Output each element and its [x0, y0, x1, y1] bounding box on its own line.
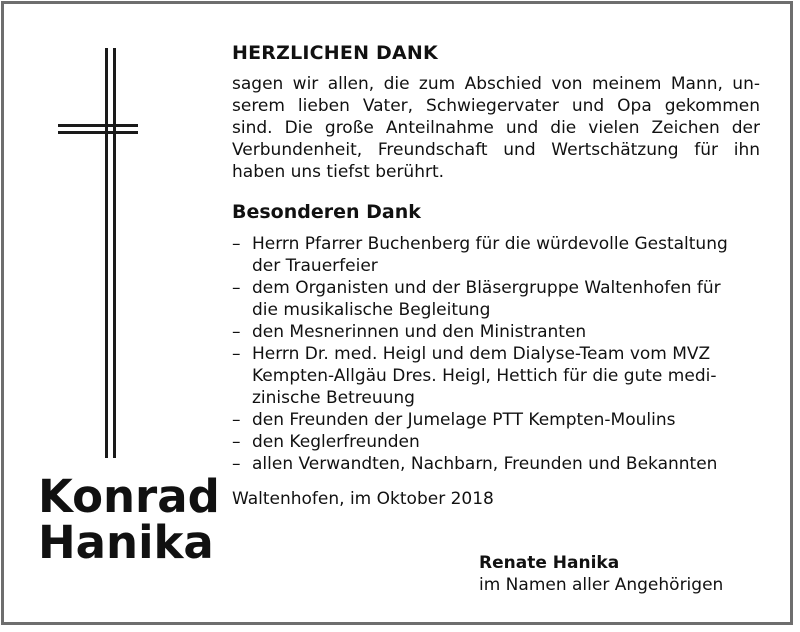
list-item	[232, 431, 760, 453]
notice-heading: HERZLICHEN DANK	[232, 42, 438, 64]
list-item	[232, 233, 760, 277]
list-item-line: allen Verwandten, Nachbarn, Freunden und Bekannten	[252, 454, 718, 474]
thanks-list	[232, 233, 760, 475]
place-date: Waltenhofen, im Oktober 2018	[232, 489, 494, 509]
notice-content	[232, 42, 760, 510]
signature-block	[479, 552, 723, 596]
list-item-line: zinische Betreuung	[252, 388, 415, 408]
signature-subtitle: im Namen aller Angehörigen	[479, 575, 724, 595]
intro-line: Verbundenheit, Freundschaft und Wertschätzung für ihn	[232, 140, 760, 160]
cross-icon	[58, 48, 138, 458]
list-item	[232, 453, 760, 475]
deceased-last-name: Hanika	[38, 516, 214, 569]
list-item-line: die musikalische Begleitung	[252, 300, 491, 320]
dash-mark: –	[232, 278, 241, 298]
list-item	[232, 321, 760, 343]
dash-mark: –	[232, 454, 241, 474]
list-item-line: Herrn Dr. med. Heigl und dem Dialyse-Team vom MVZ	[252, 344, 711, 364]
intro-line: sagen wir allen, die zum Abschied von meinem Mann, un-	[232, 74, 760, 94]
intro-paragraph	[232, 73, 760, 183]
dash-mark: –	[232, 234, 241, 254]
intro-line: haben uns tiefst berührt.	[232, 162, 445, 182]
list-item	[232, 277, 760, 321]
signature-name: Renate Hanika	[479, 553, 620, 573]
list-item	[232, 409, 760, 431]
list-item-line: den Freunden der Jumelage PTT Kempten-Moulins	[252, 410, 676, 430]
list-item-line: dem Organisten und der Bläsergruppe Waltenhofen für	[252, 278, 721, 298]
list-item-line: Herrn Pfarrer Buchenberg für die würdevolle Gestaltung	[252, 234, 728, 254]
list-item-line: den Keglerfreunden	[252, 432, 420, 452]
intro-line: serem lieben Vater, Schwiegervater und Opa gekommen	[232, 96, 760, 116]
special-thanks-heading: Besonderen Dank	[232, 201, 421, 223]
list-item	[232, 343, 760, 409]
dash-mark: –	[232, 344, 241, 364]
deceased-first-name: Konrad	[38, 470, 220, 523]
dash-mark: –	[232, 410, 241, 430]
list-item-line: den Mesnerinnen und den Ministranten	[252, 322, 587, 342]
list-item-line: der Trauerfeier	[252, 256, 378, 276]
list-item-line: Kempten-Allgäu Dres. Heigl, Hettich für die gute medi-	[252, 366, 717, 386]
intro-line: sind. Die große Anteilnahme und die vielen Zeichen der	[232, 118, 760, 138]
dash-mark: –	[232, 322, 241, 342]
dash-mark: –	[232, 432, 241, 452]
